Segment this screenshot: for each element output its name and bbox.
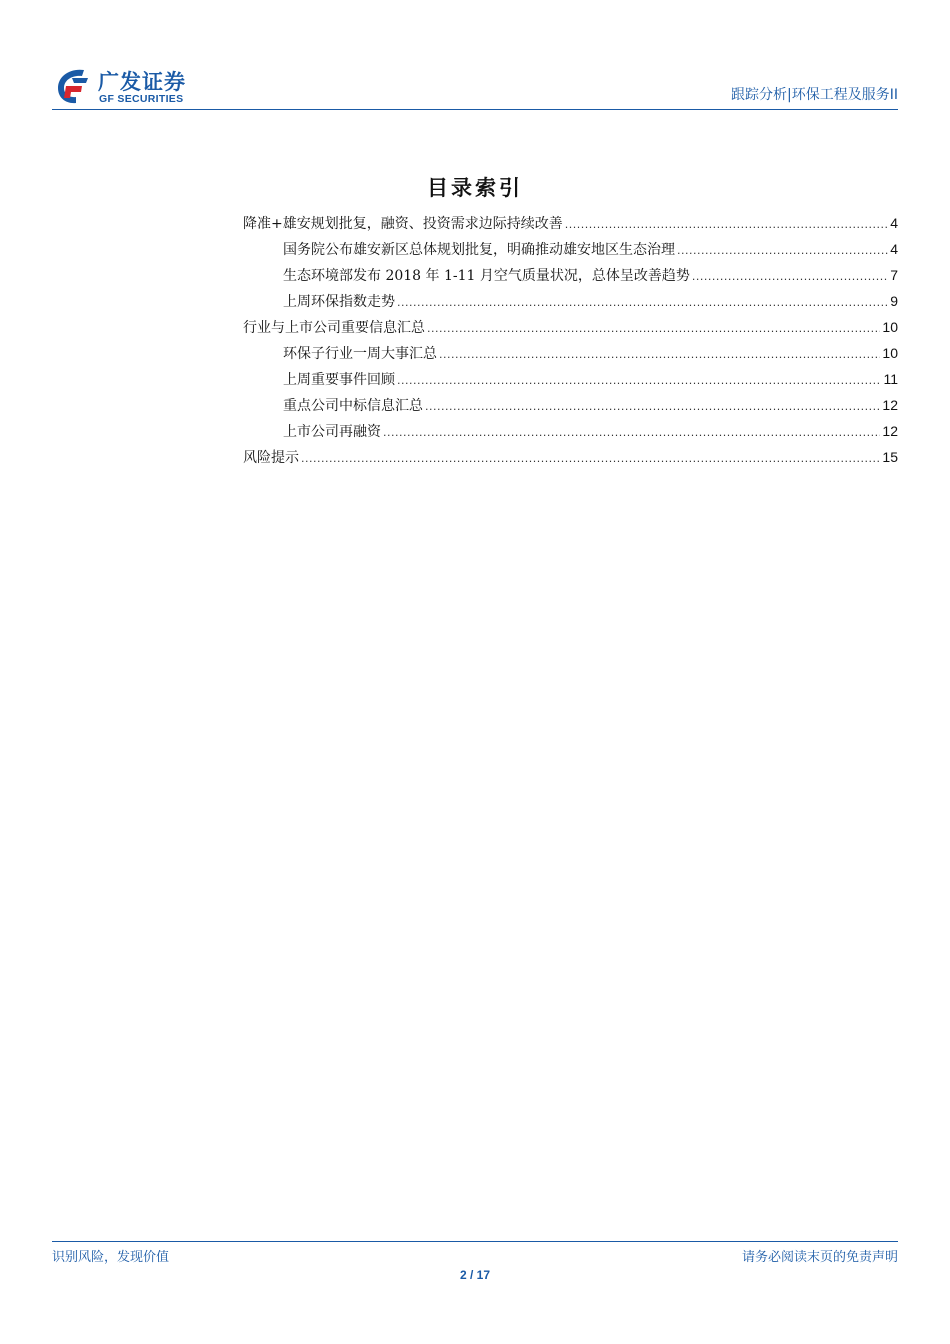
gf-logo-icon [52,66,92,106]
table-of-contents [243,213,898,473]
gf-securities-logo [52,66,212,108]
page-header [52,62,898,110]
toc-leader-dots [425,400,880,413]
toc-entry-text: 上市公司再融资 [283,424,381,440]
logo-chinese-name: 广发证券 [98,70,186,94]
footer-slogan: 识别风险，发现价值 [52,1250,170,1265]
header-divider [52,109,898,110]
toc-entry-page: 4 [890,215,898,231]
toc-entry-page: 4 [890,241,898,257]
toc-entry-text: 行业与上市公司重要信息汇总 [243,320,425,336]
toc-entry[interactable] [243,317,898,343]
toc-leader-dots [565,218,888,231]
toc-entry-text: 国务院公布雄安新区总体规划批复，明确推动雄安地区生态治理 [283,242,675,258]
toc-entry[interactable] [243,213,898,239]
footer-divider [52,1241,898,1242]
toc-entry-text: 降准+雄安规划批复，融资、投资需求边际持续改善 [243,216,563,232]
toc-entry-page: 15 [882,449,898,465]
toc-entry[interactable] [243,239,898,265]
toc-entry-text: 重点公司中标信息汇总 [283,398,423,414]
toc-entry[interactable] [243,265,898,291]
toc-entry-text: 上周环保指数走势 [283,294,395,310]
toc-entry-text: 风险提示 [243,450,299,466]
toc-entry[interactable] [243,343,898,369]
toc-entry-page: 12 [882,423,898,439]
toc-entry-text: 生态环境部发布 2018 年 1-11 月空气质量状况，总体呈改善趋势 [283,268,690,284]
toc-leader-dots [397,296,888,309]
toc-leader-dots [427,322,880,335]
toc-entry[interactable] [243,421,898,447]
toc-entry-page: 9 [890,293,898,309]
toc-entry-text: 上周重要事件回顾 [283,372,395,388]
toc-entry-page: 10 [882,319,898,335]
toc-leader-dots [439,348,880,361]
toc-entry-page: 7 [890,267,898,283]
toc-leader-dots [301,452,880,465]
toc-entry[interactable] [243,395,898,421]
toc-leader-dots [677,244,888,257]
toc-entry-page: 10 [882,345,898,361]
toc-leader-dots [383,426,880,439]
toc-entry-text: 环保子行业一周大事汇总 [283,346,437,362]
toc-leader-dots [692,270,888,283]
footer-disclaimer-notice: 请务必阅读末页的免责声明 [741,1250,898,1265]
toc-entry[interactable] [243,447,898,473]
toc-entry-page: 12 [882,397,898,413]
toc-leader-dots [397,374,881,387]
toc-entry-page: 11 [883,371,898,387]
report-type-label: 跟踪分析|环保工程及服务II [731,87,898,103]
logo-english-name: GF SECURITIES [99,93,184,105]
toc-entry[interactable] [243,291,898,317]
toc-entry[interactable] [243,369,898,395]
toc-title: 目录索引 [427,175,523,200]
page-number: 2 / 17 [459,1268,491,1282]
